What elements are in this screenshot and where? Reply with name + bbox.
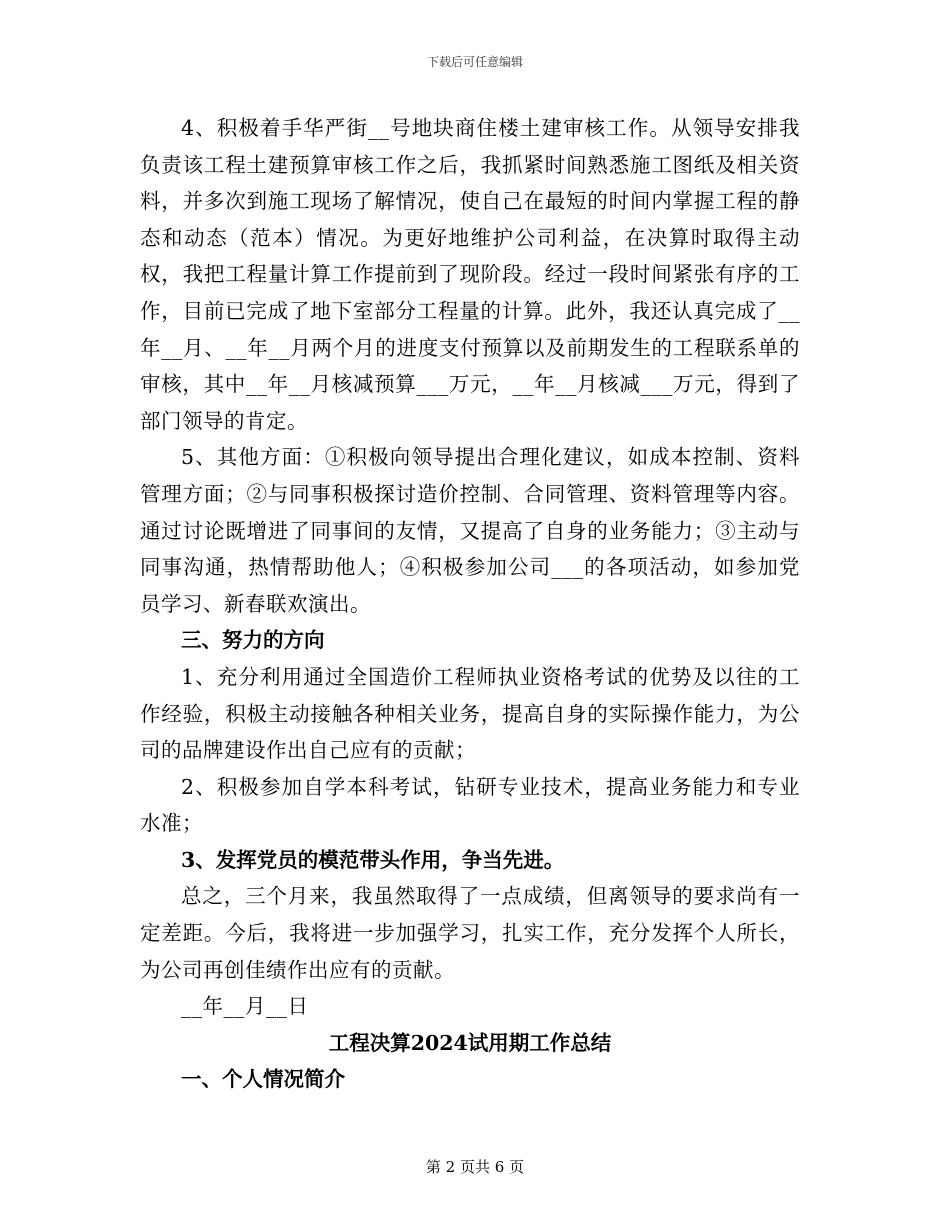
paragraph-item-5: 5、其他方面：①积极向领导提出合理化建议，如成本控制、资料管理方面；②与同事积极探讨造价控制、合同管理、资料管理等内容。通过讨论既增进了同事间的友情，又提高了自身的业务能力；③主动与同事沟通，热情帮助他人；④积极参加公司___的各项活动，如参加党员学习、新春联欢演出。 <box>140 445 800 616</box>
section-heading-direction: 三、努力的方向 <box>181 628 325 653</box>
section-heading-profile: 一、个人情况简介 <box>181 1067 345 1092</box>
direction-item-1: 1、充分利用通过全国造价工程师执业资格考试的优势及以往的工作经验，积极主动接触各种相关业务，提高自身的实际操作能力，为公司的品牌建设作出自己应有的贡献； <box>140 664 800 763</box>
document-title: 工程决算2024试用期工作总结 <box>328 1030 612 1055</box>
direction-item-2: 2、积极参加自学本科考试，钻研专业技术，提高业务能力和专业水准； <box>140 774 800 836</box>
document-body <box>140 110 800 1098</box>
date-line: __年__月__日 <box>181 994 309 1019</box>
paragraph-item-4: 4、积极着手华严街__号地块商住楼土建审核工作。从领导安排我负责该工程土建预算审核工作之后，我抓紧时间熟悉施工图纸及相关资料，并多次到施工现场了解情况，使自己在最短的时间内掌握工程的静态和动态（范本）情况。为更好地维护公司利益，在决算时取得主动权，我把工程量计算工作提前到了现阶段。经过一段时间紧张有序的工作，目前已完成了地下室部分工程量的计算。此外，我还认真完成了__年__月、__年__月两个月的进度支付预算以及前期发生的工程联系单的审核，其中__年__月核减预算___万元，__年__月核减___万元，得到了部门领导的肯定。 <box>140 116 800 433</box>
summary-paragraph: 总之，三个月来，我虽然取得了一点成绩，但离领导的要求尚有一定差距。今后，我将进一步加强学习，扎实工作，充分发挥个人所长，为公司再创佳绩作出应有的贡献。 <box>140 884 800 982</box>
page-header: 下载后可任意编辑 <box>426 55 523 69</box>
direction-item-3: 3、发挥党员的模范带头作用，争当先进。 <box>181 847 565 872</box>
page-footer: 第 2 页共 6 页 <box>425 1158 525 1176</box>
